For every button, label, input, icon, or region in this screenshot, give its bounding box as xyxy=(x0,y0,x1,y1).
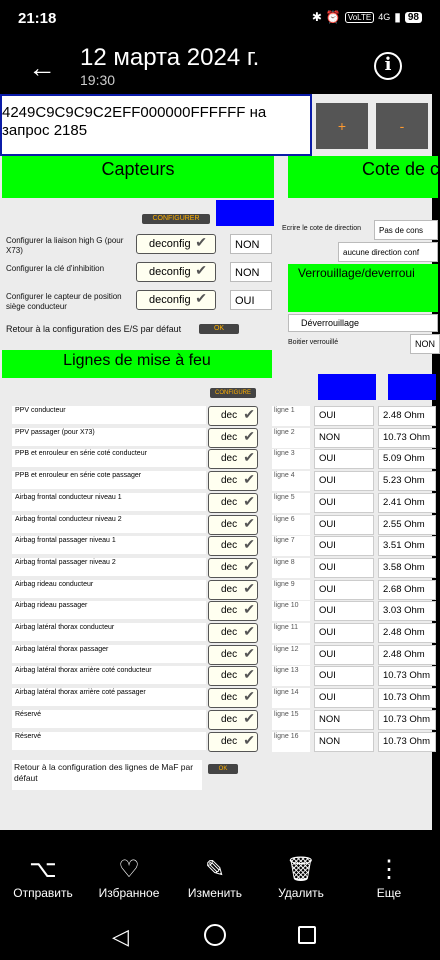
ligne-select-value: dec xyxy=(221,431,238,443)
check-icon: ✔ xyxy=(243,406,255,422)
battery-indicator: 98 xyxy=(405,12,422,23)
ligne-resistance: 10.73 Ohm xyxy=(378,710,436,730)
capteurs-ok-button[interactable]: OK xyxy=(199,324,239,334)
ligne-label: Airbag latéral thorax conducteur xyxy=(12,623,206,641)
share-icon: ⌥ xyxy=(29,856,57,883)
ligne-select-value: dec xyxy=(221,496,238,508)
check-icon: ✔ xyxy=(195,290,207,306)
ligne-label: PPV conducteur xyxy=(12,406,206,424)
ligne-state: OUI xyxy=(314,688,374,708)
check-icon: ✔ xyxy=(243,601,255,618)
check-icon: ✔ xyxy=(243,514,255,531)
ligne-number: ligne 15 xyxy=(272,710,310,730)
ligne-label: Réservé xyxy=(12,732,206,750)
ligne-state: OUI xyxy=(314,666,374,686)
edit-label: Изменить xyxy=(187,886,243,900)
capteur-select[interactable] xyxy=(136,262,216,282)
ligne-label: Airbag rideau conducteur xyxy=(12,580,206,598)
capteur-select[interactable] xyxy=(136,234,216,254)
ligne-select[interactable] xyxy=(208,580,258,600)
ligne-number: ligne 14 xyxy=(272,688,310,708)
response-text: 4249C9C9C9C2EFF000000FFFFFF на запрос 2185 xyxy=(2,104,267,139)
delete-label: Удалить xyxy=(278,886,324,900)
ligne-resistance: 10.73 Ohm xyxy=(378,666,436,686)
volte-badge: VoLTE xyxy=(345,12,374,23)
verrou-boitier-value: NON xyxy=(410,334,440,354)
send-label: Отправить xyxy=(13,886,73,900)
ligne-select[interactable] xyxy=(208,732,258,752)
system-navigation-bar xyxy=(0,914,432,960)
check-icon: ✔ xyxy=(243,471,255,488)
ligne-number: ligne 9 xyxy=(272,580,310,600)
ligne-select[interactable] xyxy=(208,536,258,556)
check-icon: ✔ xyxy=(243,579,255,596)
capteur-value: NON xyxy=(230,262,272,282)
heart-icon: ♡ xyxy=(118,856,140,883)
configure-button[interactable]: CONFIGURE xyxy=(210,388,256,398)
ligne-resistance: 2.68 Ohm xyxy=(378,580,436,600)
check-icon: ✔ xyxy=(243,557,255,574)
ligne-number: ligne 12 xyxy=(272,645,310,665)
back-triangle-icon[interactable]: ◁ xyxy=(112,924,129,949)
verrou-boitier-label: Boitier verrouillé xyxy=(288,339,339,346)
capteurs-title: Capteurs xyxy=(2,156,274,198)
alarm-icon: ⏰ xyxy=(325,10,341,24)
ligne-number: ligne 4 xyxy=(272,471,310,491)
ligne-select[interactable] xyxy=(208,406,258,426)
check-icon: ✔ xyxy=(243,644,255,661)
ligne-select[interactable] xyxy=(208,515,258,535)
pencil-icon: ✎ xyxy=(204,856,226,883)
check-icon: ✔ xyxy=(243,731,255,748)
ligne-number: ligne 2 xyxy=(272,428,310,448)
ligne-state: NON xyxy=(314,428,374,448)
ligne-number: ligne 16 xyxy=(272,732,310,752)
home-circle-icon[interactable] xyxy=(204,924,226,946)
verrou-select[interactable]: Déverrouillage xyxy=(288,314,438,332)
lignes-blue-box-1 xyxy=(318,374,376,400)
photo-date: 12 марта 2024 г. xyxy=(80,44,260,71)
ligne-label: Airbag latéral thorax passager xyxy=(12,645,206,663)
ligne-select-value: dec xyxy=(221,561,238,573)
cote-aucune: aucune direction conf xyxy=(338,242,438,262)
ligne-state: OUI xyxy=(314,471,374,491)
ligne-select-value: dec xyxy=(221,648,238,660)
ligne-select[interactable] xyxy=(208,623,258,643)
ligne-resistance: 10.73 Ohm xyxy=(378,688,436,708)
screenshot-image xyxy=(0,94,440,830)
bottom-action-bar xyxy=(0,830,432,914)
ligne-label: Airbag latéral thorax arrière coté passager xyxy=(12,688,206,706)
ligne-resistance: 5.09 Ohm xyxy=(378,449,436,469)
capteur-label: Configurer le capteur de position siège conducteur xyxy=(6,292,122,311)
ligne-resistance: 10.73 Ohm xyxy=(378,732,436,752)
clock: 21:18 xyxy=(18,10,57,27)
signal-icon: ▮ xyxy=(394,10,401,24)
ligne-select[interactable] xyxy=(208,645,258,665)
trash-icon: 🗑 xyxy=(285,856,317,883)
check-icon: ✔ xyxy=(243,427,255,444)
ligne-select-value: dec xyxy=(221,540,238,552)
ligne-label: Airbag frontal conducteur niveau 2 xyxy=(12,515,206,533)
ligne-select-value: dec xyxy=(221,583,238,595)
ligne-label: Airbag frontal conducteur niveau 1 xyxy=(12,493,206,511)
status-bar xyxy=(0,0,432,40)
ligne-label: Réservé xyxy=(12,710,206,728)
cote-ecrire-label: Ecrire le cote de direction xyxy=(282,225,361,232)
ligne-select-value: dec xyxy=(221,735,238,747)
ligne-number: ligne 10 xyxy=(272,601,310,621)
ligne-number: ligne 7 xyxy=(272,536,310,556)
favorite-label: Избранное xyxy=(98,886,160,900)
ligne-select-value: dec xyxy=(221,475,238,487)
recents-square-icon[interactable] xyxy=(298,926,316,944)
ligne-number: ligne 6 xyxy=(272,515,310,535)
ligne-select-value: dec xyxy=(221,713,238,725)
ligne-number: ligne 5 xyxy=(272,493,310,513)
ligne-select-value: dec xyxy=(221,453,238,465)
ligne-select[interactable] xyxy=(208,449,258,469)
ligne-state: NON xyxy=(314,732,374,752)
ligne-select[interactable] xyxy=(208,710,258,730)
edit-button[interactable] xyxy=(172,854,258,900)
capteur-value: OUI xyxy=(230,290,272,310)
lignes-ok-button[interactable]: OK xyxy=(208,764,238,774)
capteurs-blue-box xyxy=(216,200,274,226)
ligne-number: ligne 11 xyxy=(272,623,310,643)
check-icon: ✔ xyxy=(195,234,207,250)
ligne-state: OUI xyxy=(314,580,374,600)
ligne-number: ligne 13 xyxy=(272,666,310,686)
capteur-value: NON xyxy=(230,234,272,254)
ligne-resistance: 2.41 Ohm xyxy=(378,493,436,513)
ligne-label: PPB et enrouleur en série coté conducteur xyxy=(12,449,206,467)
ligne-state: NON xyxy=(314,710,374,730)
ligne-select-value: dec xyxy=(221,670,238,682)
check-icon: ✔ xyxy=(195,262,207,278)
check-icon: ✔ xyxy=(243,666,255,683)
ligne-state: OUI xyxy=(314,558,374,578)
ligne-resistance: 2.55 Ohm xyxy=(378,515,436,535)
more-label: Еще xyxy=(376,886,402,900)
ligne-select[interactable] xyxy=(208,688,258,708)
ligne-label: Airbag frontal passager niveau 2 xyxy=(12,558,206,576)
lignes-title: Lignes de mise à feu xyxy=(2,350,272,378)
check-icon: ✔ xyxy=(243,492,255,509)
ligne-select[interactable] xyxy=(208,666,258,686)
ligne-state: OUI xyxy=(314,515,374,535)
ligne-resistance: 3.51 Ohm xyxy=(378,536,436,556)
delete-button[interactable] xyxy=(258,854,344,900)
favorite-button[interactable] xyxy=(86,854,172,900)
send-button[interactable] xyxy=(0,854,86,900)
minus-button[interactable]: - xyxy=(376,103,428,149)
verrou-title: Verrouillage/deverroui xyxy=(288,264,438,312)
ligne-select-value: dec xyxy=(221,605,238,617)
cote-title: Cote de c xyxy=(288,156,438,198)
capteur-select-value: deconfig xyxy=(149,266,191,278)
ligne-select-value: dec xyxy=(221,627,238,638)
check-icon: ✔ xyxy=(243,623,255,639)
ligne-resistance: 2.48 Ohm xyxy=(378,645,436,665)
ligne-resistance: 3.58 Ohm xyxy=(378,558,436,578)
ligne-select[interactable] xyxy=(208,428,258,448)
ligne-resistance: 2.48 Ohm xyxy=(378,623,436,643)
info-icon[interactable]: i xyxy=(374,52,402,80)
capteur-label: Configurer la liaison high G (pour X73) xyxy=(6,236,124,255)
lignes-blue-box-2 xyxy=(388,374,436,400)
check-icon: ✔ xyxy=(243,449,255,466)
ligne-state: OUI xyxy=(314,601,374,621)
cote-select[interactable]: Pas de cons xyxy=(374,220,438,240)
ligne-label: PPV passager (pour X73) xyxy=(12,428,206,446)
ligne-label: PPB et enrouleur en série cote passager xyxy=(12,471,206,489)
ligne-select-value: dec xyxy=(221,410,238,421)
capteur-select[interactable] xyxy=(136,290,216,310)
ligne-select[interactable] xyxy=(208,558,258,578)
ligne-state: OUI xyxy=(314,645,374,665)
capteur-label: Configurer la clé d'inhibition xyxy=(6,264,105,273)
ligne-state: OUI xyxy=(314,406,374,426)
ligne-select[interactable] xyxy=(208,601,258,621)
more-button[interactable] xyxy=(346,854,432,900)
ligne-label: Airbag frontal passager niveau 1 xyxy=(12,536,206,554)
ligne-state: OUI xyxy=(314,536,374,556)
ligne-resistance: 3.03 Ohm xyxy=(378,601,436,621)
status-icons xyxy=(312,10,422,24)
configurer-button[interactable]: CONFIGURER xyxy=(142,214,210,224)
ligne-resistance: 2.48 Ohm xyxy=(378,406,436,426)
ligne-select[interactable] xyxy=(208,493,258,513)
network-label: 4G xyxy=(378,12,391,22)
ligne-label: Airbag rideau passager xyxy=(12,601,206,619)
ligne-resistance: 5.23 Ohm xyxy=(378,471,436,491)
ligne-state: OUI xyxy=(314,493,374,513)
ligne-select[interactable] xyxy=(208,471,258,491)
ligne-select-value: dec xyxy=(221,692,238,704)
photo-header xyxy=(0,40,432,94)
ligne-number: ligne 3 xyxy=(272,449,310,469)
check-icon: ✔ xyxy=(243,536,255,553)
ligne-resistance: 10.73 Ohm xyxy=(378,428,436,448)
ligne-number: ligne 8 xyxy=(272,558,310,578)
ligne-select-value: dec xyxy=(221,518,238,530)
plus-button[interactable]: + xyxy=(316,103,368,149)
photo-time: 19:30 xyxy=(80,72,116,88)
ligne-state: OUI xyxy=(314,623,374,643)
capteurs-reset-label: Retour à la configuration des E/S par défaut xyxy=(6,324,182,334)
capteur-select-value: deconfig xyxy=(149,294,191,306)
check-icon: ✔ xyxy=(243,709,255,726)
more-icon: ⋮ xyxy=(377,856,401,883)
capteur-select-value: deconfig xyxy=(149,238,191,250)
check-icon: ✔ xyxy=(243,688,255,705)
bluetooth-icon: ✱ xyxy=(311,10,322,24)
back-arrow-icon[interactable]: ← xyxy=(28,52,56,83)
ligne-number: ligne 1 xyxy=(272,406,310,426)
lignes-reset-label: Retour à la configuration des lignes de MaF par défaut xyxy=(14,762,194,783)
ligne-state: OUI xyxy=(314,449,374,469)
ligne-label: Airbag latéral thorax arrière coté conducteur xyxy=(12,666,206,684)
